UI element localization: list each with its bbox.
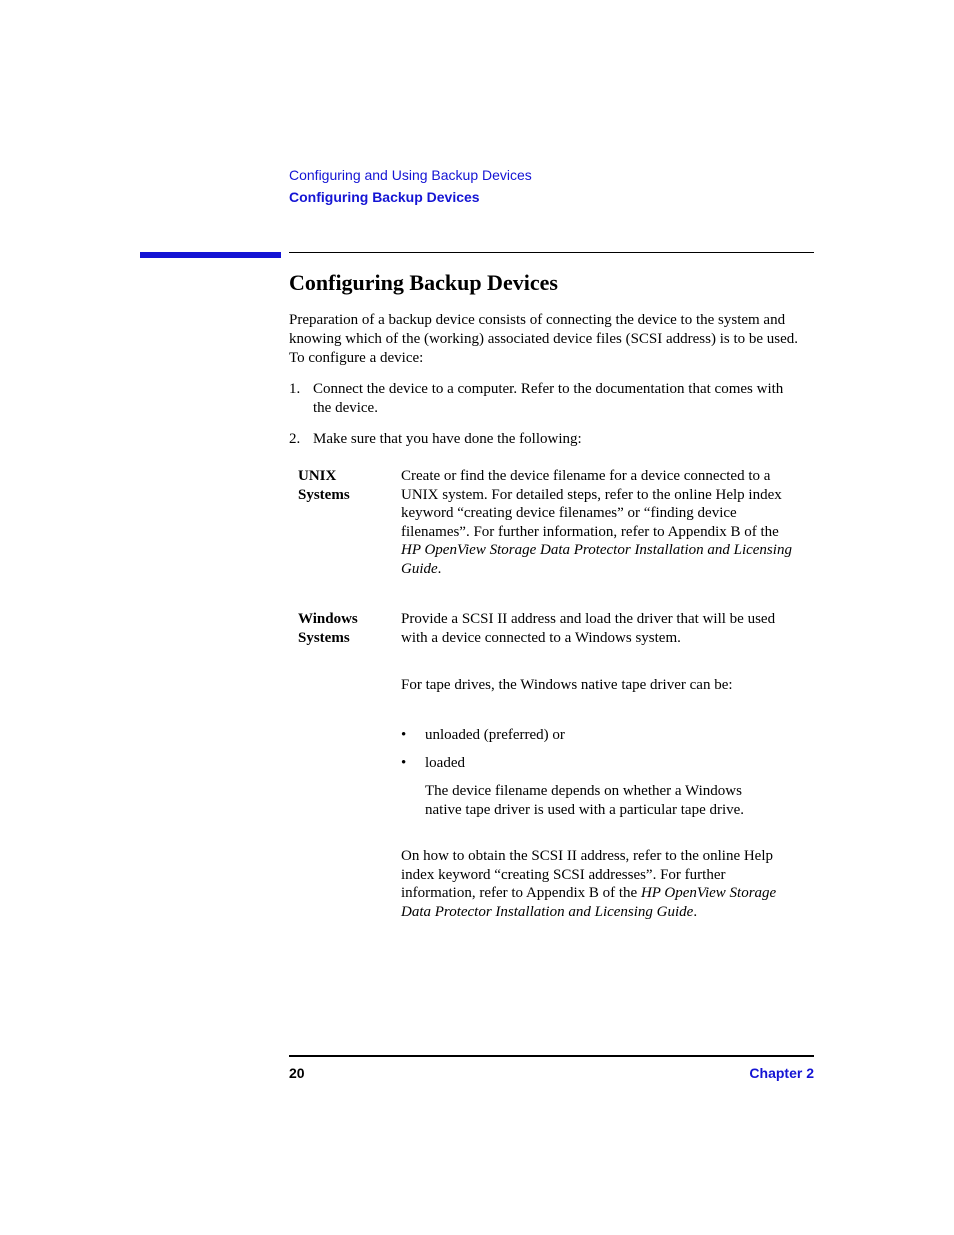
windows-term: [298, 610, 393, 648]
list-item-text: Connect the device to a computer. Refer to the documentation that comes with the device.: [313, 381, 784, 416]
unix-term: [298, 467, 393, 505]
guide-title: HP OpenView Storage Data Protector Installation and Licensing Guide: [401, 885, 777, 920]
scsi-text-end: .: [693, 903, 698, 920]
list-item-number: 1.: [289, 381, 301, 397]
unix-text-end: .: [437, 560, 442, 577]
page-number: 20: [289, 1065, 305, 1081]
unix-text: Create or find the device filename for a device connected to a UNIX system. For detailed steps, refer to the online Help index keyword “creating device filenames” or “finding device filenames”. For further information, refer to Appendix B of the: [401, 468, 782, 540]
list-item-number: 2.: [289, 431, 301, 447]
guide-title: HP OpenView Storage Data Protector Installation and Licensing Guide: [401, 542, 792, 577]
list-item-text: Make sure that you have done the following:: [313, 431, 582, 447]
unix-term-line1: UNIX: [298, 468, 337, 484]
breadcrumb-section[interactable]: Configuring Backup Devices: [289, 189, 480, 205]
bullet-text: loaded: [425, 755, 465, 771]
windows-definition: Provide a SCSI II address and load the driver that will be used with a device connected to a Windows system.: [401, 611, 776, 646]
windows-term-line2: Systems: [298, 630, 350, 646]
page-title: Configuring Backup Devices: [289, 270, 558, 295]
chapter-link[interactable]: Chapter 2: [749, 1065, 814, 1081]
tape-drive-paragraph: For tape drives, the Windows native tape driver can be:: [401, 677, 733, 693]
device-filename-note: The device filename depends on whether a Windows native tape driver is used with a particular tape drive.: [425, 783, 745, 818]
bullet-glyph: •: [401, 755, 407, 771]
unix-term-line2: Systems: [298, 487, 350, 503]
footer-divider: [289, 1055, 814, 1057]
scsi-text: On how to obtain the SCSI II address, refer to the online Help index keyword “creating SCSI addresses”. For further information, refer to Appendix B of the: [401, 848, 774, 902]
section-divider: [289, 252, 814, 253]
intro-paragraph: Preparation of a backup device consists of connecting the device to the system and knowing which of the (working) associated device files (SCSI address) is to be used. To configure a device:: [289, 312, 799, 366]
windows-term-line1: Windows: [298, 611, 358, 627]
bullet-glyph: •: [401, 727, 407, 743]
breadcrumb-chapter[interactable]: Configuring and Using Backup Devices: [289, 167, 532, 183]
section-accent-bar: [140, 252, 281, 258]
unix-definition: [401, 467, 801, 579]
bullet-text: unloaded (preferred) or: [425, 727, 565, 743]
scsi-address-paragraph: [401, 847, 801, 921]
